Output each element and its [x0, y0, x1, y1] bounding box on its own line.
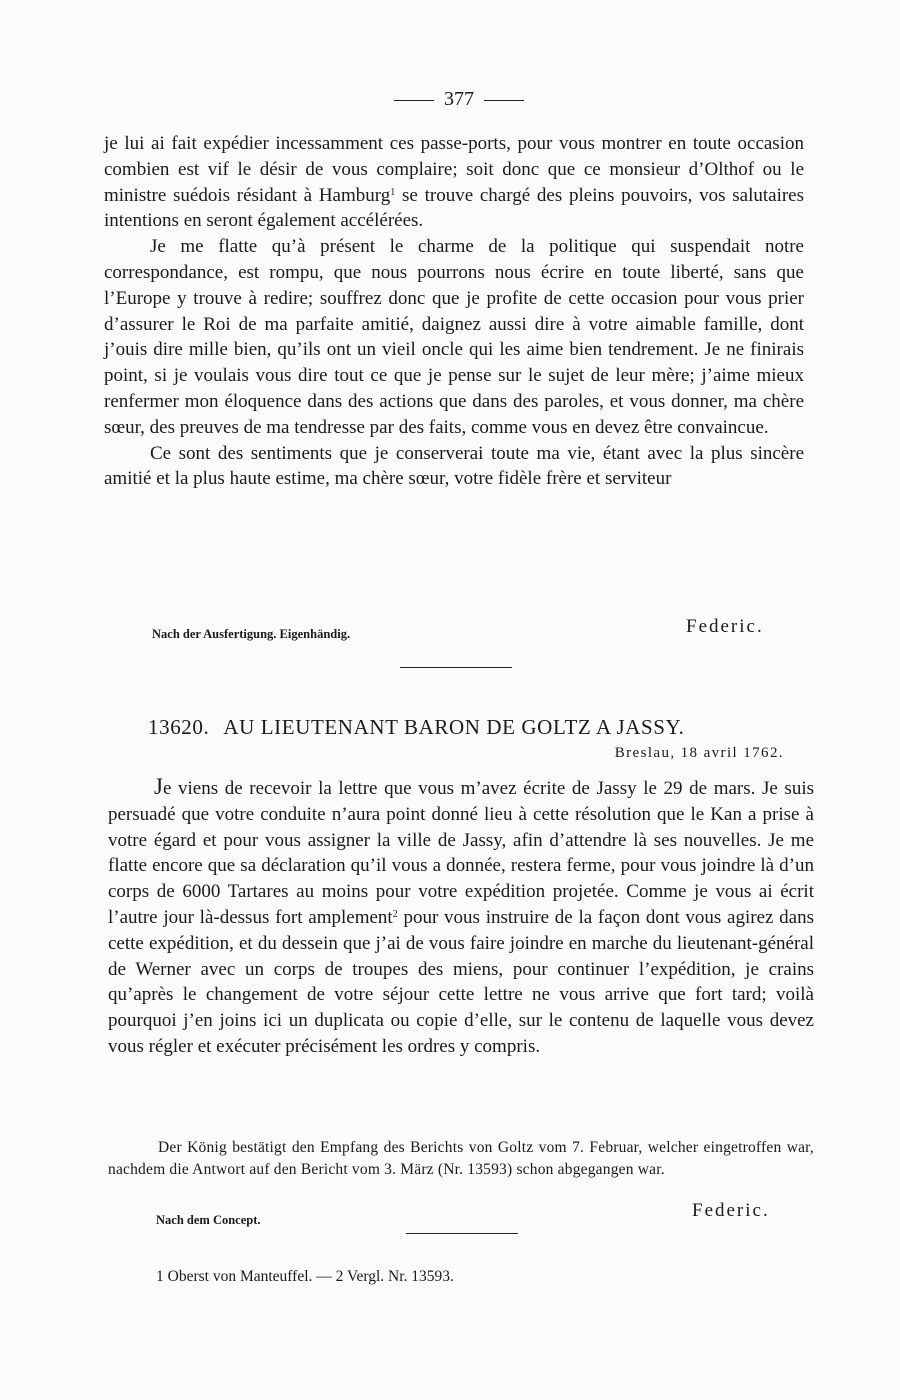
- letter-continuation: [104, 131, 804, 492]
- drop-cap: J: [154, 774, 163, 799]
- footnotes: 1 Oberst von Manteuffel. — 2 Vergl. Nr. 13593.: [156, 1268, 454, 1285]
- letter-number: 13620.: [148, 715, 210, 739]
- header-dash-left: [394, 100, 434, 101]
- source-note-2: Nach dem Concept.: [156, 1213, 261, 1227]
- section-divider: [400, 667, 512, 668]
- signature-2: Federic.: [692, 1200, 770, 1221]
- footnote-ref-2: 2: [392, 908, 398, 920]
- paragraph-2: Je me flatte qu’à présent le charme de la politique qui suspendait notre correspondance, est rompu, que nous pourrons nous écrire en toute liberté, sans que l’Europe y trouve à redire; souffrez donc que je profite de cette occasion pour vous prier d’assurer le Roi de ma parfaite amitié, daignez aussi dire à votre aimable famille, dont j’ouis dire mille bien, qu’ils ont un vieil oncle qui les aime bien tendrement. Je ne finirais point, si je voulais vous dire tout ce que je pense sur le sujet de leur mère; j’aime mieux renfermer mon éloquence dans des actions que dans des paroles, et vous donner, ma chère sœur, des preuves de ma tendresse par des faits, comme vous en devez être convaincue.: [104, 236, 804, 438]
- dateline: Breslau, 18 avril 1762.: [614, 745, 784, 761]
- paragraph-1: je lui ai fait expédier incessamment ces passe-ports, pour vous montrer en toute occasion combien est vif le désir de vous complaire; soit donc que ce monsieur d’Olthof ou le ministre suédois résidant à Hamburg$^1$ se trouve chargé des pleins pouvoirs, vos salutaires intentions en seront également accélérées.: [104, 133, 805, 232]
- paragraph-3: Ce sont des sentiments que je conserverai toute ma vie, étant avec la plus sincère amitié et la plus haute estime, ma chère sœur, votre fidèle frère et serviteur: [104, 442, 804, 490]
- footnote-divider: [406, 1233, 518, 1234]
- page-number: 377: [444, 88, 474, 110]
- letter-title: AU LIEUTENANT BARON DE GOLTZ A JASSY.: [223, 715, 685, 739]
- signature: Federic.: [686, 616, 764, 637]
- document-page: [104, 0, 814, 1400]
- letter-heading: [148, 715, 684, 740]
- footnote-ref-1: 1: [390, 186, 396, 198]
- header-dash-right: [484, 100, 524, 101]
- editorial-note: Der König bestätigt den Empfang des Berichts von Goltz vom 7. Februar, welcher eingetroffen war, nachdem die Antwort auf den Bericht vom 3. März (Nr. 13593) schon abgegangen war.: [108, 1139, 814, 1178]
- letter-paragraph: Je viens de recevoir la lettre que vous m’avez écrite de Jassy le 29 de mars. Je suis persuadé que votre conduite n’aura point donné lieu à cette résolution que le Kan a prise à votre égard et pour vous assigner la ville de Jassy, afin d’attendre là ses nouvelles. Je me flatte encore que sa déclaration qu’il vous a donnée, restera ferme, pour vous joindre là d’un corps de 6000 Tartares au moins pour votre expédition projetée. Comme je vous ai écrit l’autre jour là-dessus fort amplement$^2$ pour vous instruire de la façon dont vous agirez dans cette expédition, et du dessein que j’ai de vous faire joindre en marche du lieutenant-général de Werner avec un corps de troupes des miens, pour continuer l’expédition, je crains qu’après le changement de votre séjour cette lettre ne vous arrive que fort tard; voilà pourquoi j’en joins ici un duplicata ou copie d’elle, sur le contenu de laquelle vous devez vous régler et exécuter précisément les ordres y compris.: [108, 774, 815, 1057]
- source-note: Nach der Ausfertigung. Eigenhändig.: [152, 627, 351, 641]
- letter-body: [108, 774, 814, 1060]
- page-header: [104, 88, 814, 111]
